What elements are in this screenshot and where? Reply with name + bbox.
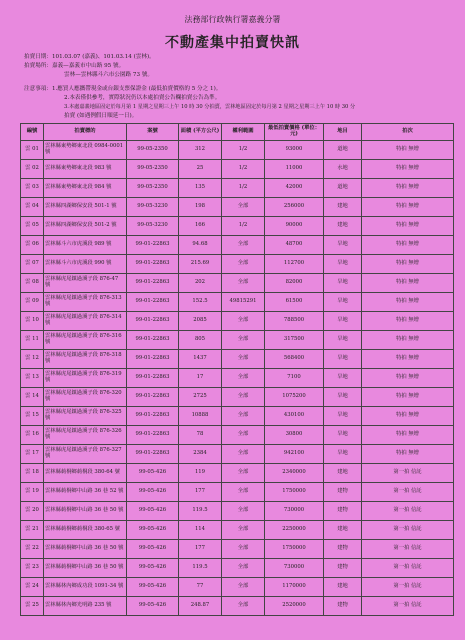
table-cell: 特拍 無增 xyxy=(362,160,454,179)
table-cell: 99-05-426 xyxy=(127,483,179,502)
table-cell: 特拍 無增 xyxy=(362,312,454,331)
table-cell: 77 xyxy=(179,578,222,597)
table-row xyxy=(21,502,454,521)
table-cell: 93000 xyxy=(265,141,324,160)
table-cell: 雲 25 xyxy=(21,597,44,616)
table-cell: 雲 05 xyxy=(21,217,44,236)
table-cell: 雲 17 xyxy=(21,445,44,464)
table-cell: 42000 xyxy=(265,179,324,198)
table-cell: 特拍 無增 xyxy=(362,388,454,407)
table-cell: 雲林縣虎尾鎮過溪子段 876-327 號 xyxy=(44,445,127,464)
table-cell: 2725 xyxy=(179,388,222,407)
table-cell: 雲林縣莿桐鄉中山路 36 巷 52 號 xyxy=(44,483,127,502)
table-cell: 90000 xyxy=(265,217,324,236)
table-cell: 雲 21 xyxy=(21,521,44,540)
table-cell: 旱地 xyxy=(324,255,362,274)
table-cell: 99-05-2350 xyxy=(127,160,179,179)
table-row xyxy=(21,407,454,426)
header-cell: 編號 xyxy=(21,124,44,141)
table-cell: 雲 18 xyxy=(21,464,44,483)
table-cell: 99-05-3230 xyxy=(127,217,179,236)
table-cell: 177 xyxy=(179,483,222,502)
table-cell: 805 xyxy=(179,331,222,350)
table-cell: 99-01-22863 xyxy=(127,445,179,464)
table-cell: 全部 xyxy=(222,198,265,217)
table-cell: 雲林縣林內鄉光明路 235 號 xyxy=(44,597,127,616)
table-cell: 112700 xyxy=(265,255,324,274)
table-cell: 49815291 xyxy=(222,293,265,312)
table-cell: 166 xyxy=(179,217,222,236)
table-cell: 特拍 無增 xyxy=(362,198,454,217)
table-cell: 119.5 xyxy=(179,559,222,578)
table-cell: 雲林縣四湖鄉保安段 501-2 號 xyxy=(44,217,127,236)
auction-place-2: 雲林—雲林縣斗六市公園路 73 號。 xyxy=(64,72,153,78)
table-cell: 第一拍 信託 xyxy=(362,559,454,578)
table-row xyxy=(21,331,454,350)
table-cell: 建地 xyxy=(324,578,362,597)
table-cell: 雲林縣虎尾鎮過溪子段 876-319 號 xyxy=(44,369,127,388)
header-cell: 面積 (平方公尺) xyxy=(179,124,222,141)
note-4: 拍賣 (如遇例假日順延一日)。 xyxy=(64,113,138,119)
table-cell: 99-01-22863 xyxy=(127,293,179,312)
table-cell: 特拍 無增 xyxy=(362,217,454,236)
table-cell: 119 xyxy=(179,464,222,483)
table-cell: 25 xyxy=(179,160,222,179)
table-cell: 特拍 無增 xyxy=(362,369,454,388)
table-cell: 全部 xyxy=(222,407,265,426)
table-row xyxy=(21,350,454,369)
table-cell: 雲林縣虎尾鎮過溪子段 876-320 號 xyxy=(44,388,127,407)
table-cell: 雲林縣莿桐鄉中山路 36 巷 50 號 xyxy=(44,502,127,521)
table-cell: 99-05-426 xyxy=(127,521,179,540)
table-cell: 2250000 xyxy=(265,521,324,540)
table-row xyxy=(21,540,454,559)
table-cell: 152.5 xyxy=(179,293,222,312)
table-cell: 7100 xyxy=(265,369,324,388)
table-cell: 99-05-426 xyxy=(127,502,179,521)
table-cell: 全部 xyxy=(222,312,265,331)
table-cell: 78 xyxy=(179,426,222,445)
header-cell: 拍賣標的 xyxy=(44,124,127,141)
table-cell: 48700 xyxy=(265,236,324,255)
table-cell: 雲 11 xyxy=(21,331,44,350)
table-cell: 1/2 xyxy=(222,217,265,236)
table-cell: 建物 xyxy=(324,597,362,616)
table-cell: 雲 07 xyxy=(21,255,44,274)
table-row xyxy=(21,255,454,274)
table-row xyxy=(21,464,454,483)
table-cell: 全部 xyxy=(222,388,265,407)
table-cell: 730000 xyxy=(265,559,324,578)
table-cell: 旱地 xyxy=(324,426,362,445)
table-cell: 99-05-2350 xyxy=(127,141,179,160)
table-cell: 雲林縣虎尾鎮過溪子段 876-318 號 xyxy=(44,350,127,369)
table-cell: 雲 14 xyxy=(21,388,44,407)
table-cell: 雲林縣虎尾鎮過溪子段 876-325 號 xyxy=(44,407,127,426)
table-cell: 全部 xyxy=(222,369,265,388)
table-cell: 135 xyxy=(179,179,222,198)
table-cell: 建地 xyxy=(324,464,362,483)
table-cell: 雲 06 xyxy=(21,236,44,255)
table-cell: 雲林縣斗六市虎溪段 990 號 xyxy=(44,255,127,274)
table-cell: 雲林縣林內鄉成功段 1091-34 號 xyxy=(44,578,127,597)
auction-table xyxy=(20,123,454,616)
table-cell: 99-05-3230 xyxy=(127,198,179,217)
table-cell: 1750000 xyxy=(265,540,324,559)
table-cell: 雲林縣莿桐鄉莿桐段 380-65 號 xyxy=(44,521,127,540)
table-cell: 198 xyxy=(179,198,222,217)
table-cell: 雲林縣東勢鄉東北段 983 號 xyxy=(44,160,127,179)
table-cell: 2085 xyxy=(179,312,222,331)
table-cell: 旱地 xyxy=(324,331,362,350)
table-cell: 99-01-22863 xyxy=(127,312,179,331)
table-cell: 2384 xyxy=(179,445,222,464)
table-cell: 11000 xyxy=(265,160,324,179)
table-cell: 建地 xyxy=(324,521,362,540)
table-cell: 旱地 xyxy=(324,312,362,331)
table-cell: 雲 03 xyxy=(21,179,44,198)
table-row xyxy=(21,274,454,293)
table-cell: 雲林縣莿桐鄉莿桐段 380-64 號 xyxy=(44,464,127,483)
table-cell: 建物 xyxy=(324,502,362,521)
table-cell: 99-05-426 xyxy=(127,540,179,559)
table-cell: 第一拍 信託 xyxy=(362,597,454,616)
table-row xyxy=(21,369,454,388)
table-cell: 99-01-22863 xyxy=(127,331,179,350)
table-cell: 99-05-426 xyxy=(127,464,179,483)
table-header-row xyxy=(21,124,454,141)
table-cell: 雲林縣虎尾鎮過溪子段 876-326 號 xyxy=(44,426,127,445)
table-cell: 119.5 xyxy=(179,502,222,521)
table-cell: 旱地 xyxy=(324,350,362,369)
table-cell: 全部 xyxy=(222,597,265,616)
table-row xyxy=(21,559,454,578)
table-cell: 全部 xyxy=(222,464,265,483)
table-cell: 道地 xyxy=(324,179,362,198)
table-cell: 特拍 無增 xyxy=(362,236,454,255)
table-cell: 第一拍 信託 xyxy=(362,464,454,483)
table-row xyxy=(21,198,454,217)
table-row xyxy=(21,217,454,236)
table-cell: 雲 24 xyxy=(21,578,44,597)
table-cell: 全部 xyxy=(222,502,265,521)
table-cell: 雲 01 xyxy=(21,141,44,160)
table-cell: 99-05-426 xyxy=(127,578,179,597)
table-cell: 99-01-22863 xyxy=(127,236,179,255)
table-cell: 雲林縣莿桐鄉中山路 36 巷 50 號 xyxy=(44,559,127,578)
table-cell: 全部 xyxy=(222,578,265,597)
table-row xyxy=(21,597,454,616)
table-row xyxy=(21,236,454,255)
table-cell: 雲林縣斗六市虎溪段 989 號 xyxy=(44,236,127,255)
table-cell: 特拍 無增 xyxy=(362,350,454,369)
table-cell: 1750000 xyxy=(265,483,324,502)
table-cell: 99-01-22863 xyxy=(127,350,179,369)
auction-dates: 拍賣日期：101.03.07 (嘉義)、101.03.14 (雲林)。 xyxy=(24,54,155,60)
table-row xyxy=(21,179,454,198)
table-cell: 第一拍 信託 xyxy=(362,578,454,597)
table-cell: 雲 23 xyxy=(21,559,44,578)
table-cell: 1/2 xyxy=(222,160,265,179)
table-cell: 730000 xyxy=(265,502,324,521)
table-cell: 雲林縣東勢鄉東北段 984 號 xyxy=(44,179,127,198)
table-cell: 全部 xyxy=(222,445,265,464)
page-title: 不動產集中拍賣快訊 xyxy=(165,35,300,51)
table-cell: 全部 xyxy=(222,255,265,274)
table-row xyxy=(21,445,454,464)
table-cell: 10888 xyxy=(179,407,222,426)
table-cell: 99-05-426 xyxy=(127,597,179,616)
table-cell: 雲林縣虎尾鎮過溪子段 876-316 號 xyxy=(44,331,127,350)
table-cell: 99-05-2350 xyxy=(127,179,179,198)
table-cell: 1/2 xyxy=(222,141,265,160)
table-cell: 雲 16 xyxy=(21,426,44,445)
table-cell: 雲 04 xyxy=(21,198,44,217)
table-cell: 旱地 xyxy=(324,236,362,255)
table-cell: 第一拍 信託 xyxy=(362,540,454,559)
table-cell: 旱地 xyxy=(324,407,362,426)
table-cell: 雲林縣東勢鄉東北段 0984-0001 號 xyxy=(44,141,127,160)
table-cell: 1170000 xyxy=(265,578,324,597)
table-cell: 788500 xyxy=(265,312,324,331)
table-cell: 30800 xyxy=(265,426,324,445)
table-cell: 旱地 xyxy=(324,369,362,388)
table-cell: 雲 12 xyxy=(21,350,44,369)
table-cell: 全部 xyxy=(222,540,265,559)
table-cell: 全部 xyxy=(222,331,265,350)
table-row xyxy=(21,388,454,407)
table-cell: 雲林縣虎尾鎮過溪子段 876-313 號 xyxy=(44,293,127,312)
table-cell: 568400 xyxy=(265,350,324,369)
header-cell: 拍次 xyxy=(362,124,454,141)
table-cell: 177 xyxy=(179,540,222,559)
note-3: 3.本處嘉義地區固定於每月第 1 星期之星期三上午 10 時 30 分拍賣，雲林地區固定於每月第 2 星期之星期三上午 10 時 30 分 xyxy=(64,104,356,110)
table-cell: 94.68 xyxy=(179,236,222,255)
header-cell: 案號 xyxy=(127,124,179,141)
table-cell: 特拍 無增 xyxy=(362,407,454,426)
table-row xyxy=(21,312,454,331)
table-cell: 雲 02 xyxy=(21,160,44,179)
table-cell: 雲 08 xyxy=(21,274,44,293)
table-cell: 雲林縣虎尾鎮過溪子段 876-47 號 xyxy=(44,274,127,293)
table-cell: 99-05-426 xyxy=(127,559,179,578)
table-cell: 全部 xyxy=(222,521,265,540)
table-cell: 全部 xyxy=(222,236,265,255)
table-cell: 特拍 無增 xyxy=(362,255,454,274)
table-cell: 雲 09 xyxy=(21,293,44,312)
table-row xyxy=(21,426,454,445)
table-cell: 水地 xyxy=(324,160,362,179)
table-cell: 1/2 xyxy=(222,179,265,198)
table-cell: 特拍 無增 xyxy=(362,426,454,445)
table-cell: 建物 xyxy=(324,559,362,578)
table-cell: 建地 xyxy=(324,198,362,217)
table-cell: 256000 xyxy=(265,198,324,217)
table-cell: 99-01-22863 xyxy=(127,407,179,426)
table-cell: 第一拍 信託 xyxy=(362,483,454,502)
table-cell: 99-01-22863 xyxy=(127,388,179,407)
table-cell: 1437 xyxy=(179,350,222,369)
note-2: 2.本表僅供參考，實際狀況仍以本處拍賣公告欄拍賣公告為準。 xyxy=(64,95,221,101)
header-cell: 地目 xyxy=(324,124,362,141)
table-cell: 雲林縣虎尾鎮過溪子段 876-314 號 xyxy=(44,312,127,331)
table-cell: 雲林縣四湖鄉保安段 501-1 號 xyxy=(44,198,127,217)
table-cell: 全部 xyxy=(222,350,265,369)
table-cell: 特拍 無增 xyxy=(362,274,454,293)
table-row xyxy=(21,293,454,312)
table-cell: 建地 xyxy=(324,217,362,236)
header-cell: 權利範圍 xyxy=(222,124,265,141)
header-cell: 最低拍賣價格 (單位：元) xyxy=(265,124,324,141)
table-cell: 建物 xyxy=(324,540,362,559)
table-cell: 942100 xyxy=(265,445,324,464)
table-cell: 特拍 無增 xyxy=(362,179,454,198)
table-cell: 61500 xyxy=(265,293,324,312)
table-row xyxy=(21,578,454,597)
table-cell: 特拍 無增 xyxy=(362,445,454,464)
table-cell: 248.87 xyxy=(179,597,222,616)
table-cell: 旱地 xyxy=(324,388,362,407)
table-cell: 2340000 xyxy=(265,464,324,483)
table-cell: 2520000 xyxy=(265,597,324,616)
table-cell: 99-01-22863 xyxy=(127,274,179,293)
table-cell: 雲 22 xyxy=(21,540,44,559)
table-row xyxy=(21,521,454,540)
table-cell: 建物 xyxy=(324,483,362,502)
table-cell: 114 xyxy=(179,521,222,540)
note-1: 注意事項：1.應買人應攜帶現金或台銀支票保證金 (最低拍賣價格的 5 分之 1)。 xyxy=(24,86,222,92)
table-cell: 特拍 無增 xyxy=(362,331,454,350)
table-cell: 旱地 xyxy=(324,293,362,312)
table-cell: 1075200 xyxy=(265,388,324,407)
table-cell: 特拍 無增 xyxy=(362,293,454,312)
table-cell: 215.69 xyxy=(179,255,222,274)
table-row xyxy=(21,160,454,179)
table-cell: 317500 xyxy=(265,331,324,350)
table-cell: 旱地 xyxy=(324,445,362,464)
table-cell: 99-01-22863 xyxy=(127,255,179,274)
auction-place-1: 拍賣場所：嘉義—嘉義市中山路 95 號。 xyxy=(24,63,125,69)
table-row xyxy=(21,141,454,160)
table-cell: 99-01-22863 xyxy=(127,369,179,388)
table-row xyxy=(21,483,454,502)
table-cell: 旱地 xyxy=(324,274,362,293)
table-cell: 全部 xyxy=(222,274,265,293)
table-cell: 82000 xyxy=(265,274,324,293)
table-cell: 17 xyxy=(179,369,222,388)
table-cell: 99-01-22863 xyxy=(127,426,179,445)
table-body xyxy=(21,141,454,616)
table-cell: 雲 15 xyxy=(21,407,44,426)
table-cell: 道地 xyxy=(324,141,362,160)
table-cell: 全部 xyxy=(222,426,265,445)
table-cell: 特拍 無增 xyxy=(362,141,454,160)
table-cell: 雲林縣莿桐鄉中山路 36 巷 50 號 xyxy=(44,540,127,559)
table-cell: 430100 xyxy=(265,407,324,426)
table-cell: 雲 20 xyxy=(21,502,44,521)
agency-name: 法務部行政執行署嘉義分署 xyxy=(184,15,281,24)
table-cell: 雲 10 xyxy=(21,312,44,331)
table-cell: 全部 xyxy=(222,559,265,578)
table-cell: 雲 19 xyxy=(21,483,44,502)
table-cell: 第一拍 信託 xyxy=(362,521,454,540)
table-cell: 雲 13 xyxy=(21,369,44,388)
table-cell: 312 xyxy=(179,141,222,160)
table-cell: 第一拍 信託 xyxy=(362,502,454,521)
table-cell: 202 xyxy=(179,274,222,293)
table-cell: 全部 xyxy=(222,483,265,502)
